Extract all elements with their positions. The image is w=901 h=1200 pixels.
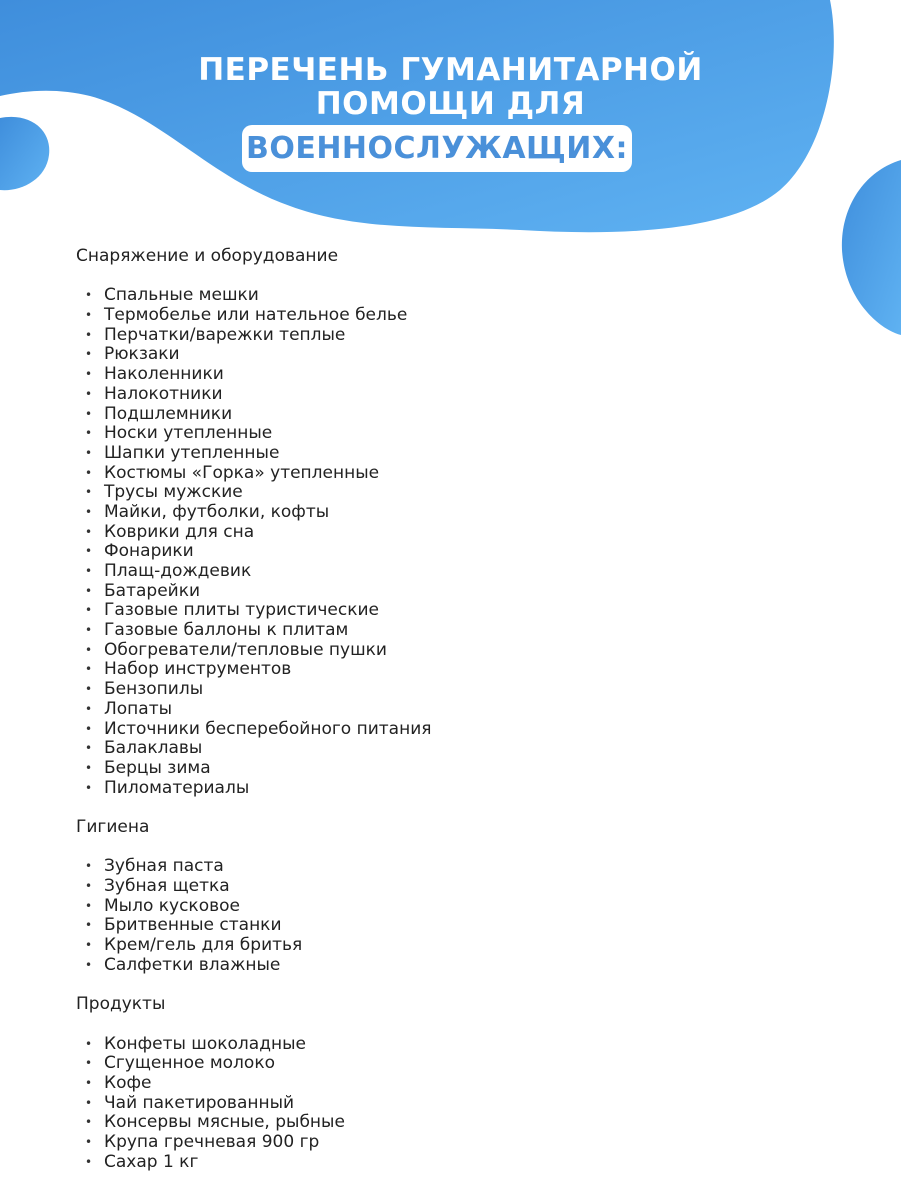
list-item-label: Термобелье или нательное белье	[104, 305, 408, 326]
list-item-label: Балаклавы	[104, 738, 203, 759]
bullet-icon: •	[85, 642, 93, 657]
list-item-label: Костюмы «Горка» утепленные	[104, 462, 380, 483]
bullet-icon: •	[85, 623, 93, 638]
list-item	[76, 1113, 836, 1133]
list-item	[76, 542, 836, 562]
list-item-label: Лопаты	[104, 698, 173, 719]
list-item	[76, 700, 836, 720]
list-item-label: Кофе	[104, 1072, 152, 1093]
list-item-label: Конфеты шоколадные	[104, 1033, 306, 1054]
list-item	[76, 1133, 836, 1153]
list-item-label: Спальные мешки	[104, 285, 259, 306]
bullet-icon: •	[85, 564, 93, 578]
bullet-icon: •	[85, 583, 93, 598]
list-item-label: Шапки утепленные	[104, 442, 280, 463]
list-item-label: Бензопилы	[104, 679, 204, 700]
list-item	[76, 562, 836, 582]
bullet-icon: •	[85, 544, 93, 559]
bullet-icon: •	[85, 879, 93, 893]
bullet-icon: •	[85, 918, 93, 933]
section-title: Снаряжение и оборудование	[76, 246, 339, 266]
bullet-icon: •	[85, 1154, 93, 1169]
list-item-label: Фонарики	[104, 541, 194, 562]
list-item	[76, 857, 836, 877]
bullet-icon: •	[85, 308, 93, 323]
bullet-icon: •	[85, 682, 93, 697]
bullet-icon: •	[85, 780, 93, 795]
bullet-icon: •	[85, 1075, 93, 1090]
bullet-icon: •	[85, 721, 93, 736]
list-item-label: Налокотники	[104, 383, 223, 404]
list-item-label: Бритвенные станки	[104, 915, 282, 936]
bullet-icon: •	[85, 1056, 93, 1071]
list-item	[76, 720, 836, 740]
bullet-icon: •	[85, 741, 93, 756]
list-item-label: Пиломатериалы	[104, 777, 250, 798]
list-item-label: Чай пакетированный	[104, 1092, 295, 1113]
list-item-label: Рюкзаки	[104, 344, 180, 365]
list-item-label: Подшлемники	[104, 403, 233, 424]
list-item	[76, 739, 836, 759]
list-item-label: Перчатки/варежки теплые	[104, 324, 346, 345]
list-item-label: Крупа гречневая 900 гр	[104, 1131, 320, 1152]
bullet-icon: •	[85, 485, 93, 500]
content-list	[76, 247, 836, 1192]
bullet-icon: •	[85, 1134, 93, 1149]
section-title: Продукты	[76, 994, 166, 1015]
list-item	[76, 365, 836, 385]
list-item	[76, 779, 836, 799]
list-item-label: Плащ-дождевик	[104, 561, 252, 581]
list-item	[76, 1094, 836, 1114]
list-item-label: Мыло кусковое	[104, 895, 240, 916]
bullet-icon: •	[85, 327, 93, 342]
list-item	[76, 1054, 836, 1074]
list-item	[76, 405, 836, 425]
section-list	[76, 286, 836, 798]
section-list	[76, 857, 836, 975]
list-item	[76, 916, 836, 936]
section-equipment	[76, 247, 836, 798]
list-item-label: Зубная щетка	[104, 876, 230, 896]
list-item	[76, 641, 836, 661]
list-item-label: Наколенники	[104, 364, 224, 385]
bullet-icon: •	[85, 426, 93, 441]
section-title: Гигиена	[76, 816, 150, 837]
list-item	[76, 621, 836, 641]
bullet-icon: •	[85, 524, 93, 539]
section-hygiene	[76, 818, 836, 976]
list-item	[76, 523, 836, 543]
list-item-label: Трусы мужские	[104, 482, 243, 503]
list-item	[76, 759, 836, 779]
header	[0, 0, 901, 240]
list-item-label: Майки, футболки, кофты	[104, 501, 330, 522]
list-item	[76, 1035, 836, 1055]
list-item	[76, 1074, 836, 1094]
list-item	[76, 660, 836, 680]
title-highlight-pill: ВОЕННОСЛУЖАЩИХ:	[242, 125, 632, 172]
list-item	[76, 483, 836, 503]
section-list	[76, 1035, 836, 1173]
bullet-icon: •	[85, 1036, 93, 1051]
list-item-label: Консервы мясные, рыбные	[104, 1112, 345, 1133]
list-item	[76, 286, 836, 306]
list-item	[76, 345, 836, 365]
list-item-label: Носки утепленные	[104, 423, 273, 444]
bullet-icon: •	[85, 504, 93, 519]
list-item	[76, 503, 836, 523]
bullet-icon: •	[85, 938, 93, 953]
list-item	[76, 582, 836, 602]
bullet-icon: •	[85, 701, 93, 716]
list-item-label: Источники бесперебойного питания	[104, 718, 432, 739]
bullet-icon: •	[85, 406, 93, 421]
list-item-label: Коврики для сна	[104, 521, 255, 542]
list-item	[76, 897, 836, 917]
bullet-icon: •	[85, 1095, 93, 1110]
bullet-icon: •	[85, 760, 93, 775]
bullet-icon: •	[85, 465, 93, 480]
list-item	[76, 424, 836, 444]
list-item-label: Газовые плиты туристические	[104, 600, 380, 621]
bullet-icon: •	[85, 662, 93, 677]
list-item	[76, 680, 836, 700]
bullet-icon: •	[85, 898, 93, 913]
list-item-label: Крем/гель для бритья	[104, 935, 303, 956]
list-item	[76, 444, 836, 464]
bullet-icon: •	[85, 1115, 93, 1130]
bullet-icon: •	[85, 288, 93, 303]
bullet-icon: •	[85, 367, 93, 382]
list-item-label: Набор инструментов	[104, 659, 292, 680]
list-item	[76, 385, 836, 405]
bullet-icon: •	[85, 347, 93, 362]
list-item	[76, 601, 836, 621]
bullet-icon: •	[85, 957, 93, 972]
bullet-icon: •	[85, 859, 93, 874]
list-item	[76, 326, 836, 346]
list-item	[76, 956, 836, 976]
list-item-label: Сгущенное молоко	[104, 1053, 275, 1074]
list-item	[76, 306, 836, 326]
section-products	[76, 995, 836, 1172]
title-line-2: ПОМОЩИ ДЛЯ	[315, 86, 586, 122]
bullet-icon: •	[85, 603, 93, 618]
list-item-label: Сахар 1 кг	[104, 1151, 199, 1172]
list-item	[76, 1153, 836, 1173]
list-item-label: Берцы зима	[104, 757, 211, 778]
list-item-label: Батарейки	[104, 580, 201, 601]
list-item-label: Обогреватели/тепловые пушки	[104, 639, 387, 660]
list-item	[76, 877, 836, 897]
list-item	[76, 464, 836, 484]
bullet-icon: •	[85, 386, 93, 401]
bullet-icon: •	[85, 445, 93, 460]
list-item-label: Салфетки влажные	[104, 954, 281, 975]
list-item	[76, 936, 836, 956]
list-item-label: Зубная паста	[104, 856, 224, 877]
list-item-label: Газовые баллоны к плитам	[104, 620, 349, 641]
title-line-1: ПЕРЕЧЕНЬ ГУМАНИТАРНОЙ	[198, 52, 703, 88]
